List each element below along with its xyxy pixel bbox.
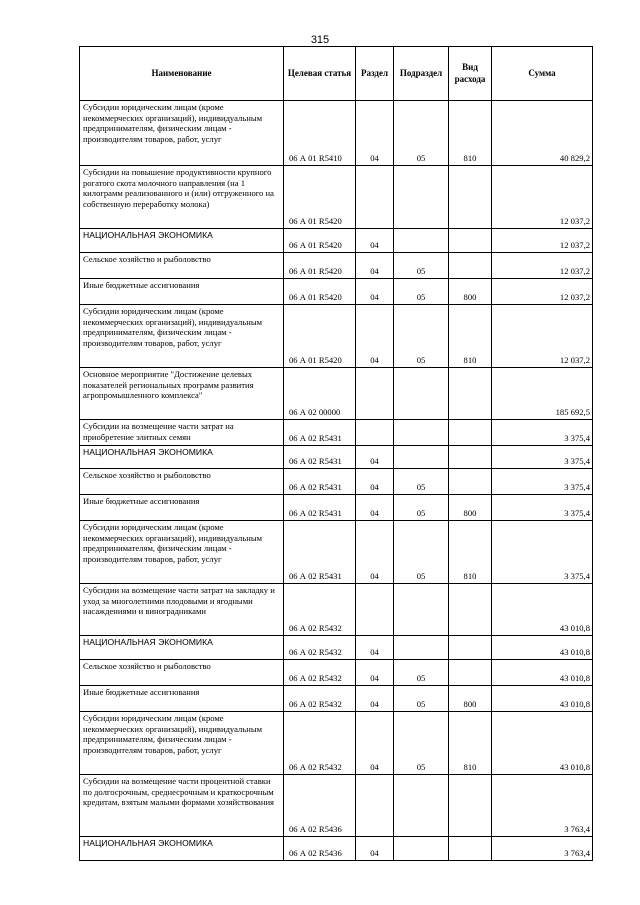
- table-row: [80, 584, 593, 636]
- row-name-text: Иные бюджетные ассигнования: [83, 687, 200, 697]
- row-name: [80, 837, 284, 861]
- row-type: [449, 368, 492, 420]
- row-article: 06 А 01 R5420: [284, 279, 356, 305]
- row-type: 800: [449, 495, 492, 521]
- row-subsection: [394, 229, 449, 253]
- table-row: [80, 253, 593, 279]
- row-name-text: Сельское хозяйство и рыболовство: [83, 254, 211, 264]
- row-name: [80, 521, 284, 584]
- row-article: 06 А 01 R5420: [284, 305, 356, 368]
- table-row: [80, 229, 593, 253]
- row-section: 04: [356, 279, 394, 305]
- row-name: [80, 495, 284, 521]
- row-section: 04: [356, 837, 394, 861]
- row-article: 06 А 02 R5432: [284, 636, 356, 660]
- row-sum: 12 037,2: [492, 305, 593, 368]
- row-name: [80, 101, 284, 166]
- table-row: [80, 420, 593, 446]
- table-row: [80, 469, 593, 495]
- row-sum: 3 375,4: [492, 495, 593, 521]
- row-name-text: НАЦИОНАЛЬНАЯ ЭКОНОМИКА: [83, 637, 213, 647]
- row-subsection: [394, 636, 449, 660]
- row-article: 06 А 02 R5432: [284, 712, 356, 775]
- row-article: 06 А 02 R5431: [284, 446, 356, 469]
- row-section: 04: [356, 686, 394, 712]
- row-name: [80, 166, 284, 229]
- row-section: 04: [356, 305, 394, 368]
- row-name: [80, 420, 284, 446]
- row-section: 04: [356, 446, 394, 469]
- table-row: [80, 368, 593, 420]
- row-section: 04: [356, 229, 394, 253]
- row-name-text: Субсидии на возмещение части процентной ставки по долгосрочным, среднесрочным и краткосрочным кредитам, взятым малыми формами хозяйствования: [83, 776, 274, 808]
- row-sum: 3 375,4: [492, 446, 593, 469]
- row-section: 04: [356, 253, 394, 279]
- row-name: [80, 279, 284, 305]
- row-section: [356, 166, 394, 229]
- row-name-text: Субсидии на возмещение части затрат на приобретение элитных семян: [83, 421, 234, 442]
- row-type: [449, 469, 492, 495]
- row-article: 06 А 01 R5410: [284, 101, 356, 166]
- row-type: [449, 584, 492, 636]
- row-name-text: НАЦИОНАЛЬНАЯ ЭКОНОМИКА: [83, 447, 213, 457]
- row-article: 06 А 01 R5420: [284, 253, 356, 279]
- row-section: 04: [356, 521, 394, 584]
- row-type: [449, 775, 492, 837]
- table-row: [80, 660, 593, 686]
- row-name-text: Субсидии на возмещение части затрат на закладку и уход за многолетними плодовыми и ягодными насаждениями и виноградниками: [83, 585, 275, 617]
- row-section: [356, 420, 394, 446]
- row-type: 800: [449, 279, 492, 305]
- row-name-text: Сельское хозяйство и рыболовство: [83, 661, 211, 671]
- row-article: 06 А 02 R5436: [284, 775, 356, 837]
- page-number: 315: [310, 34, 330, 46]
- row-name-text: Иные бюджетные ассигнования: [83, 280, 200, 290]
- row-article: 06 А 02 R5436: [284, 837, 356, 861]
- row-name: [80, 305, 284, 368]
- row-sum: 185 692,5: [492, 368, 593, 420]
- table-row: [80, 775, 593, 837]
- row-subsection: [394, 166, 449, 229]
- row-type: [449, 660, 492, 686]
- row-name: [80, 253, 284, 279]
- row-article: 06 А 02 R5431: [284, 469, 356, 495]
- row-type: [449, 636, 492, 660]
- header-sum: Сумма: [492, 47, 593, 101]
- row-name: [80, 775, 284, 837]
- row-article: 06 А 02 R5432: [284, 660, 356, 686]
- header-subsection: Подраздел: [394, 47, 449, 101]
- row-sum: 12 037,2: [492, 166, 593, 229]
- row-section: [356, 368, 394, 420]
- row-name-text: Основное мероприятие "Достижение целевых показателей региональных программ развития агропромышленного комплекса": [83, 369, 254, 401]
- table-row: [80, 166, 593, 229]
- row-section: 04: [356, 101, 394, 166]
- row-section: 04: [356, 712, 394, 775]
- row-type: [449, 420, 492, 446]
- row-sum: 3 763,4: [492, 837, 593, 861]
- row-subsection: 05: [394, 305, 449, 368]
- row-name-text: Субсидии юридическим лицам (кроме некоммерческих организаций), индивидуальным предпринимателям, физическим лицам - производителям товаров, работ, услуг: [83, 713, 263, 756]
- row-name-text: Сельское хозяйство и рыболовство: [83, 470, 211, 480]
- row-subsection: [394, 775, 449, 837]
- row-sum: 43 010,8: [492, 686, 593, 712]
- row-sum: 43 010,8: [492, 584, 593, 636]
- row-section: 04: [356, 660, 394, 686]
- row-article: 06 А 02 R5432: [284, 584, 356, 636]
- row-sum: 12 037,2: [492, 253, 593, 279]
- table-row: [80, 521, 593, 584]
- row-subsection: [394, 446, 449, 469]
- budget-table: [79, 46, 593, 861]
- row-subsection: 05: [394, 279, 449, 305]
- row-name: [80, 712, 284, 775]
- row-sum: 3 375,4: [492, 420, 593, 446]
- row-subsection: [394, 420, 449, 446]
- row-name-text: Субсидии юридическим лицам (кроме некоммерческих организаций), индивидуальным предпринимателям, физическим лицам - производителям товаров, работ, услуг: [83, 306, 263, 349]
- row-name-text: Иные бюджетные ассигнования: [83, 496, 200, 506]
- row-article: 06 А 02 R5431: [284, 420, 356, 446]
- header-article: Целевая статья: [284, 47, 356, 101]
- row-article: 06 А 02 R5431: [284, 521, 356, 584]
- row-type: [449, 446, 492, 469]
- row-subsection: 05: [394, 521, 449, 584]
- row-subsection: 05: [394, 253, 449, 279]
- table-row: [80, 446, 593, 469]
- row-sum: 12 037,2: [492, 279, 593, 305]
- table-row: [80, 495, 593, 521]
- row-name-text: Субсидии на повышение продуктивности крупного рогатого скота молочного направления (на 1 килограмм реализованного и (или) отгруженного на собственную переработку молока): [83, 167, 274, 210]
- row-type: [449, 837, 492, 861]
- table-row: [80, 636, 593, 660]
- row-sum: 43 010,8: [492, 660, 593, 686]
- row-section: [356, 775, 394, 837]
- row-name-text: НАЦИОНАЛЬНАЯ ЭКОНОМИКА: [83, 230, 213, 240]
- row-type: [449, 166, 492, 229]
- row-name: [80, 636, 284, 660]
- header-name: Наименование: [80, 47, 284, 101]
- row-article: 06 А 02 00000: [284, 368, 356, 420]
- row-type: 810: [449, 101, 492, 166]
- table-row: [80, 837, 593, 861]
- table-header-row: [80, 47, 593, 101]
- row-subsection: 05: [394, 712, 449, 775]
- row-name-text: Субсидии юридическим лицам (кроме некоммерческих организаций), индивидуальным предпринимателям, физическим лицам - производителям товаров, работ, услуг: [83, 102, 263, 145]
- row-subsection: [394, 368, 449, 420]
- row-type: 800: [449, 686, 492, 712]
- row-section: 04: [356, 636, 394, 660]
- row-section: 04: [356, 495, 394, 521]
- row-name: [80, 469, 284, 495]
- row-sum: 43 010,8: [492, 636, 593, 660]
- header-section: Раздел: [356, 47, 394, 101]
- row-article: 06 А 02 R5431: [284, 495, 356, 521]
- row-sum: 3 763,4: [492, 775, 593, 837]
- row-name: [80, 229, 284, 253]
- row-sum: 43 010,8: [492, 712, 593, 775]
- row-section: [356, 584, 394, 636]
- row-subsection: [394, 584, 449, 636]
- row-article: 06 А 01 R5420: [284, 166, 356, 229]
- row-sum: 40 829,2: [492, 101, 593, 166]
- row-sum: 12 037,2: [492, 229, 593, 253]
- row-type: 810: [449, 712, 492, 775]
- header-type: Вид расхода: [449, 47, 492, 101]
- table-row: [80, 279, 593, 305]
- row-name: [80, 686, 284, 712]
- table-row: [80, 101, 593, 166]
- table-row: [80, 712, 593, 775]
- table-row: [80, 686, 593, 712]
- row-type: 810: [449, 521, 492, 584]
- row-type: 810: [449, 305, 492, 368]
- row-sum: 3 375,4: [492, 521, 593, 584]
- row-subsection: 05: [394, 660, 449, 686]
- row-subsection: 05: [394, 101, 449, 166]
- row-subsection: 05: [394, 469, 449, 495]
- row-subsection: 05: [394, 495, 449, 521]
- row-name: [80, 584, 284, 636]
- row-sum: 3 375,4: [492, 469, 593, 495]
- row-name: [80, 660, 284, 686]
- row-type: [449, 229, 492, 253]
- row-name: [80, 368, 284, 420]
- row-subsection: [394, 837, 449, 861]
- row-name-text: НАЦИОНАЛЬНАЯ ЭКОНОМИКА: [83, 838, 213, 848]
- row-subsection: 05: [394, 686, 449, 712]
- table-row: [80, 305, 593, 368]
- row-article: 06 А 02 R5432: [284, 686, 356, 712]
- row-section: 04: [356, 469, 394, 495]
- row-type: [449, 253, 492, 279]
- row-name: [80, 446, 284, 469]
- row-article: 06 А 01 R5420: [284, 229, 356, 253]
- row-name-text: Субсидии юридическим лицам (кроме некоммерческих организаций), индивидуальным предпринимателям, физическим лицам - производителям товаров, работ, услуг: [83, 522, 263, 565]
